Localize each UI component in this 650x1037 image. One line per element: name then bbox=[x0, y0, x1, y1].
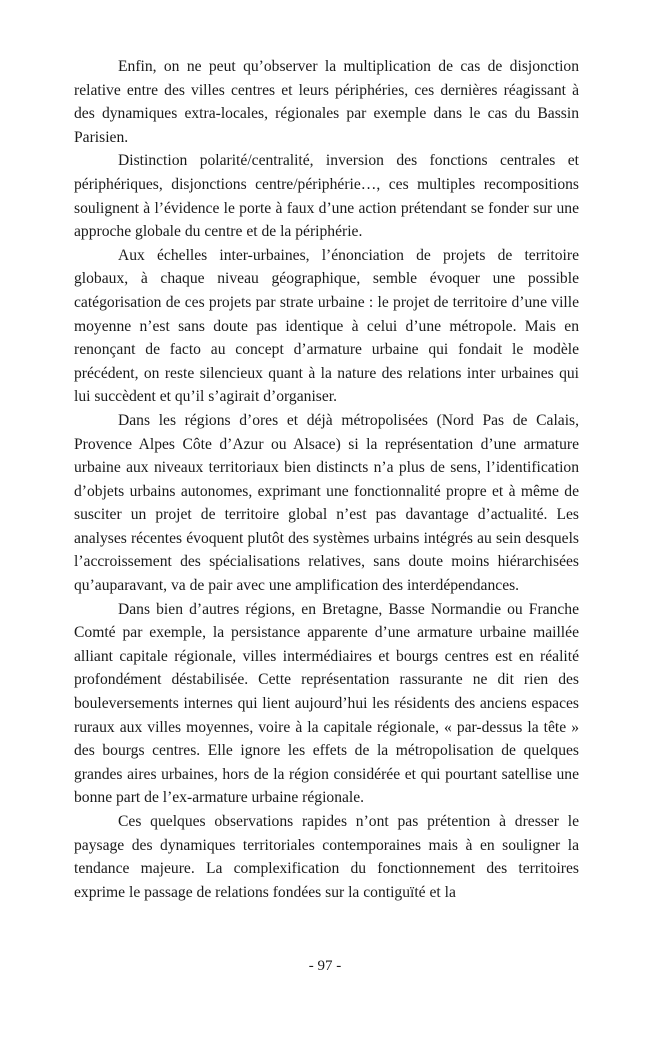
paragraph-6: Ces quelques observations rapides n’ont pas prétention à dresser le paysage des dynamiques territoriales contemporaines mais à en souligner la tendance majeure. La complexification du fonctionnement des territoires exprime le passage de relations fondées sur la contiguïté et la bbox=[74, 813, 579, 901]
paragraph-1: Enfin, on ne peut qu’observer la multiplication de cas de disjonction relative entre des villes centres et leurs périphéries, ces dernières réagissant à des dynamiques extra-locales, régionales par exemple dans le cas du Bassin Parisien. bbox=[74, 58, 579, 146]
paragraph-2: Distinction polarité/centralité, inversion des fonctions centrales et périphériques, disjonctions centre/périphérie…, ces multiples recompositions soulignent à l’évidence le porte à faux d’une action prétendant se fonder sur une approche globale du centre et de la périphérie. bbox=[74, 152, 579, 241]
paragraph-5: Dans bien d’autres régions, en Bretagne, Basse Normandie ou Franche Comté par exemple, la persistance apparente d’une armature urbaine maillée alliant capitale régionale, villes intermédiaires et bourgs centres est en réalité profondément déstabilisée. Cette représentation rassurante ne dit rien des bouleversements internes qui lient aujourd’hui les résidents des anciens espaces ruraux aux villes moyennes, voire à la capitale régionale, « par-dessus la tête » des bourgs centres. Elle ignore les effets de la métropolisation de quelques grandes aires urbaines, hors de la région considérée et qui pourtant satellise une bonne part de l’ex-armature urbaine régionale. bbox=[74, 600, 579, 807]
page-number: - 97 - bbox=[308, 958, 342, 974]
paragraph-3: Aux échelles inter-urbaines, l’énonciation de projets de territoire globaux, à chaque niveau géographique, semble évoquer une possible catégorisation de ces projets par strate urbaine : le projet de territoire d’une ville moyenne n’est sans doute pas identique à celui d’une métropole. Mais en renonçant de facto au concept d’armature urbaine qui fondait le modèle précédent, on reste silencieux quant à la nature des relations inter urbaines qui lui succèdent et qu’il s’agirait d’organiser. bbox=[74, 246, 579, 406]
paragraph-4: Dans les régions d’ores et déjà métropolisées (Nord Pas de Calais, Provence Alpes Côte d’Azur ou Alsace) si la représentation d’une armature urbaine aux niveaux territoriaux bien distincts n’a plus de sens, l’identification d’objets urbains autonomes, exprimant une fonctionnalité propre et à même de susciter un projet de territoire global n’est pas davantage d’actualité. Les analyses récentes évoquent plutôt des systèmes urbains intégrés au sein desquels l’accroissement des spécialisations relatives, sans doute moins hiérarchisées qu’auparavant, va de pair avec une amplification des interdépendances. bbox=[74, 411, 579, 595]
document-body bbox=[74, 55, 579, 904]
